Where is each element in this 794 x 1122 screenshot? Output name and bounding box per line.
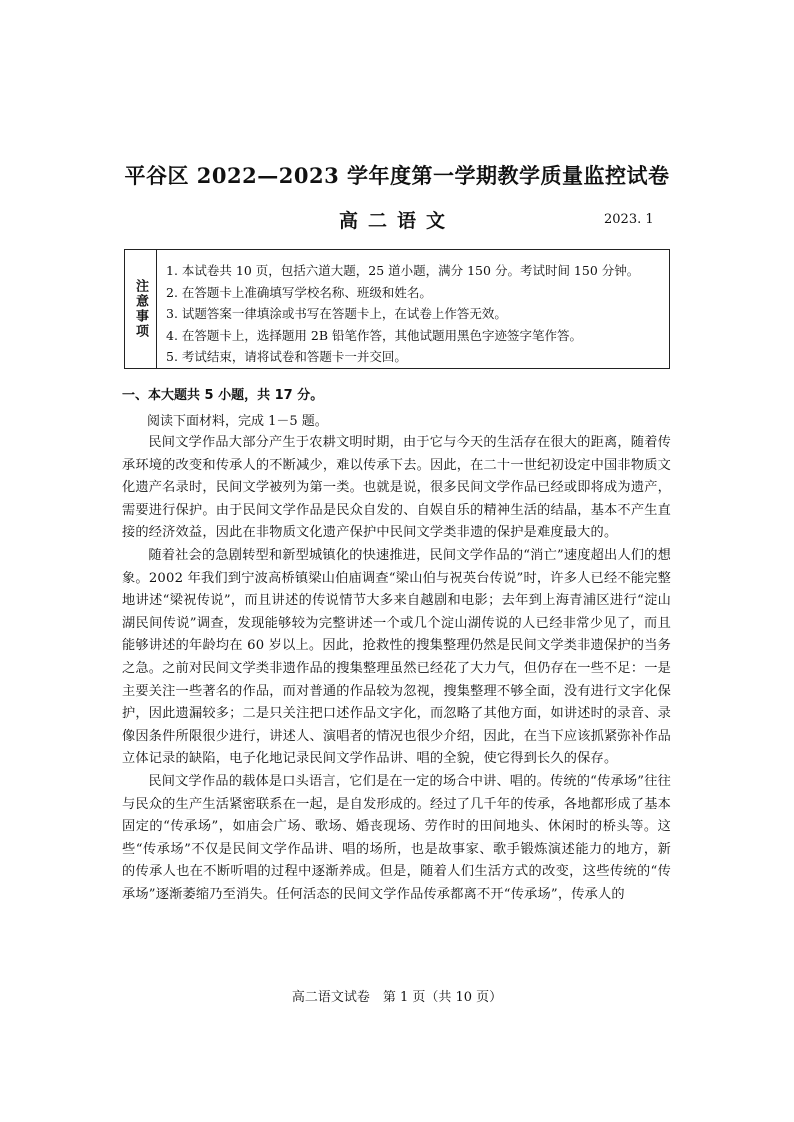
reading-passage	[122, 432, 671, 906]
page-footer: 高二语文试卷 第 1 页（共 10 页）	[291, 990, 503, 1005]
notice-item: 2. 在答题卡上准确填写学校名称、班级和姓名。	[166, 284, 432, 300]
notice-label: 注意事项	[125, 250, 157, 368]
passage-paragraph: 随着社会的急剧转型和新型城镇化的快速推进，民间文学作品的“消亡”速度超出人们的想象。2002 年我们到宁波高桥镇梁山伯庙调查“梁山伯与祝英台传说”时，许多人已经不能完整地讲述“梁祝传说”，而且讲述的传说情节大多来自越剧和电影；去年到上海青浦区进行“淀山湖民间传说”调查，发现能够较为完整讲述一个或几个淀山湖传说的人已经非常少见了，而且能够讲述的年龄均在 60 岁以上。因此，抢救性的搜集整理仍然是民间文学类非遗保护的当务之急。之前对民间文学类非遗作品的搜集整理虽然已经花了大力气，但仍存在一些不足：一是主要关注一些著名的作品，而对普通的作品较为忽视，搜集整理不够全面，没有进行文字化保护，因此遗漏较多；二是只关注把口述作品文字化，而忽略了其他方面，如讲述时的录音、录像因条件所限很少进行，讲述人、演唱者的情况也很少介绍，因此，在当下应该抓紧弥补作品立体记录的缺陷，电子化地记录民间文学作品讲、唱的全貌，使它得到长久的保存。	[122, 547, 671, 767]
exam-title: 平谷区 2022—2023 学年度第一学期教学质量监控试卷	[124, 163, 670, 188]
exam-date: 2023. 1	[604, 212, 654, 227]
section-heading: 一、本大题共 5 小题，共 17 分。	[122, 388, 324, 403]
notice-box	[124, 249, 670, 369]
notice-item: 1. 本试卷共 10 页，包括六道大题，25 道小题，满分 150 分。考试时间 150 分钟。	[166, 263, 640, 278]
section-instruction: 阅读下面材料，完成 1－5 题。	[147, 414, 328, 429]
exam-subject: 高二语文	[338, 210, 455, 232]
passage-paragraph: 民间文学作品的载体是口头语言，它们是在一定的场合中讲、唱的。传统的“传承场”往往与民众的生产生活紧密联系在一起，是自发形成的。经过了几千年的传承，各地都形成了基本固定的“传承场”，如庙会广场、歌场、婚丧现场、劳作时的田间地头、休闲时的桥头等。这些“传承场”不仅是民间文学作品讲、唱的场所，也是故事家、歌手锻炼演述能力的地方，新的传承人也在不断听唱的过程中逐渐养成。但是，随着人们生活方式的改变，这些传统的“传承场”逐渐萎缩乃至消失。任何活态的民间文学作品传承都离不开“传承场”，传承人的	[122, 773, 671, 902]
notice-item: 5. 考试结束，请将试卷和答题卡一并交回。	[166, 349, 407, 364]
notice-item: 4. 在答题卡上，选择题用 2B 铅笔作答，其他试题用黑色字迹签字笔作答。	[166, 327, 582, 343]
notice-item: 3. 试题答案一律填涂或书写在答题卡上，在试卷上作答无效。	[166, 306, 507, 321]
passage-paragraph: 民间文学作品大部分产生于农耕文明时期，由于它与今天的生活存在很大的距离，随着传承环境的改变和传承人的不断减少，难以传承下去。因此，在二十一世纪初设定中国非物质文化遗产名录时，民间文学被列为第一类。也就是说，很多民间文学作品已经或即将成为遗产，需要进行保护。由于民间文学作品是民众自发的、自娱自乐的精神生活的结晶，基本不产生直接的经济效益，因此在非物质文化遗产保护中民间文学类非遗的保护是难度最大的。	[122, 435, 671, 541]
notice-list	[166, 260, 661, 368]
